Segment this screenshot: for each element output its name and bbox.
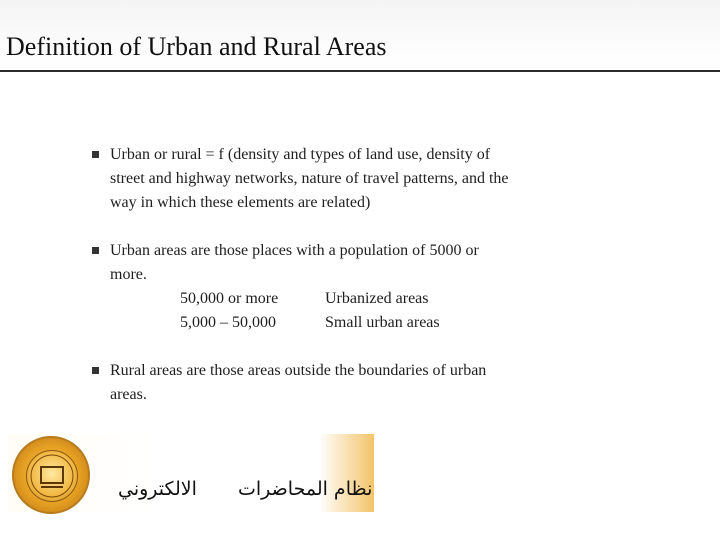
bullet-line: more. bbox=[110, 266, 147, 283]
bullet-item-1 bbox=[92, 143, 652, 215]
bullet-line: way in which these elements are related) bbox=[110, 194, 371, 211]
seal-center bbox=[26, 450, 78, 502]
square-bullet-icon bbox=[92, 247, 99, 254]
footer-text-left: الالكتروني bbox=[118, 478, 197, 500]
bullet-row bbox=[92, 359, 652, 407]
bullet-item-2 bbox=[92, 239, 652, 335]
bullet-row bbox=[92, 143, 652, 215]
university-seal-icon bbox=[12, 436, 90, 514]
square-bullet-icon bbox=[92, 367, 99, 374]
area-type: Small urban areas bbox=[325, 314, 440, 331]
title-bar bbox=[0, 22, 720, 72]
area-type: Urbanized areas bbox=[325, 290, 429, 307]
population-range: 50,000 or more bbox=[180, 290, 279, 307]
seal-emblem-icon bbox=[27, 451, 77, 501]
classification-row bbox=[110, 311, 652, 335]
bullet-line: Urban areas are those places with a population of 5000 or bbox=[110, 242, 479, 259]
square-bullet-icon bbox=[92, 151, 99, 158]
bullet-item-3 bbox=[92, 359, 652, 407]
bullet-line: Rural areas are those areas outside the boundaries of urban bbox=[110, 362, 487, 379]
bullet-row bbox=[92, 239, 652, 335]
slide-title: Definition of Urban and Rural Areas bbox=[6, 32, 387, 61]
bullet-line: street and highway networks, nature of travel patterns, and the bbox=[110, 170, 509, 187]
bullet-line: Urban or rural = f (density and types of land use, density of bbox=[110, 146, 491, 163]
population-range: 5,000 – 50,000 bbox=[180, 314, 276, 331]
classification-row bbox=[110, 287, 652, 311]
bullet-line: areas. bbox=[110, 386, 147, 403]
footer-text-right: نظام المحاضرات bbox=[238, 478, 373, 500]
